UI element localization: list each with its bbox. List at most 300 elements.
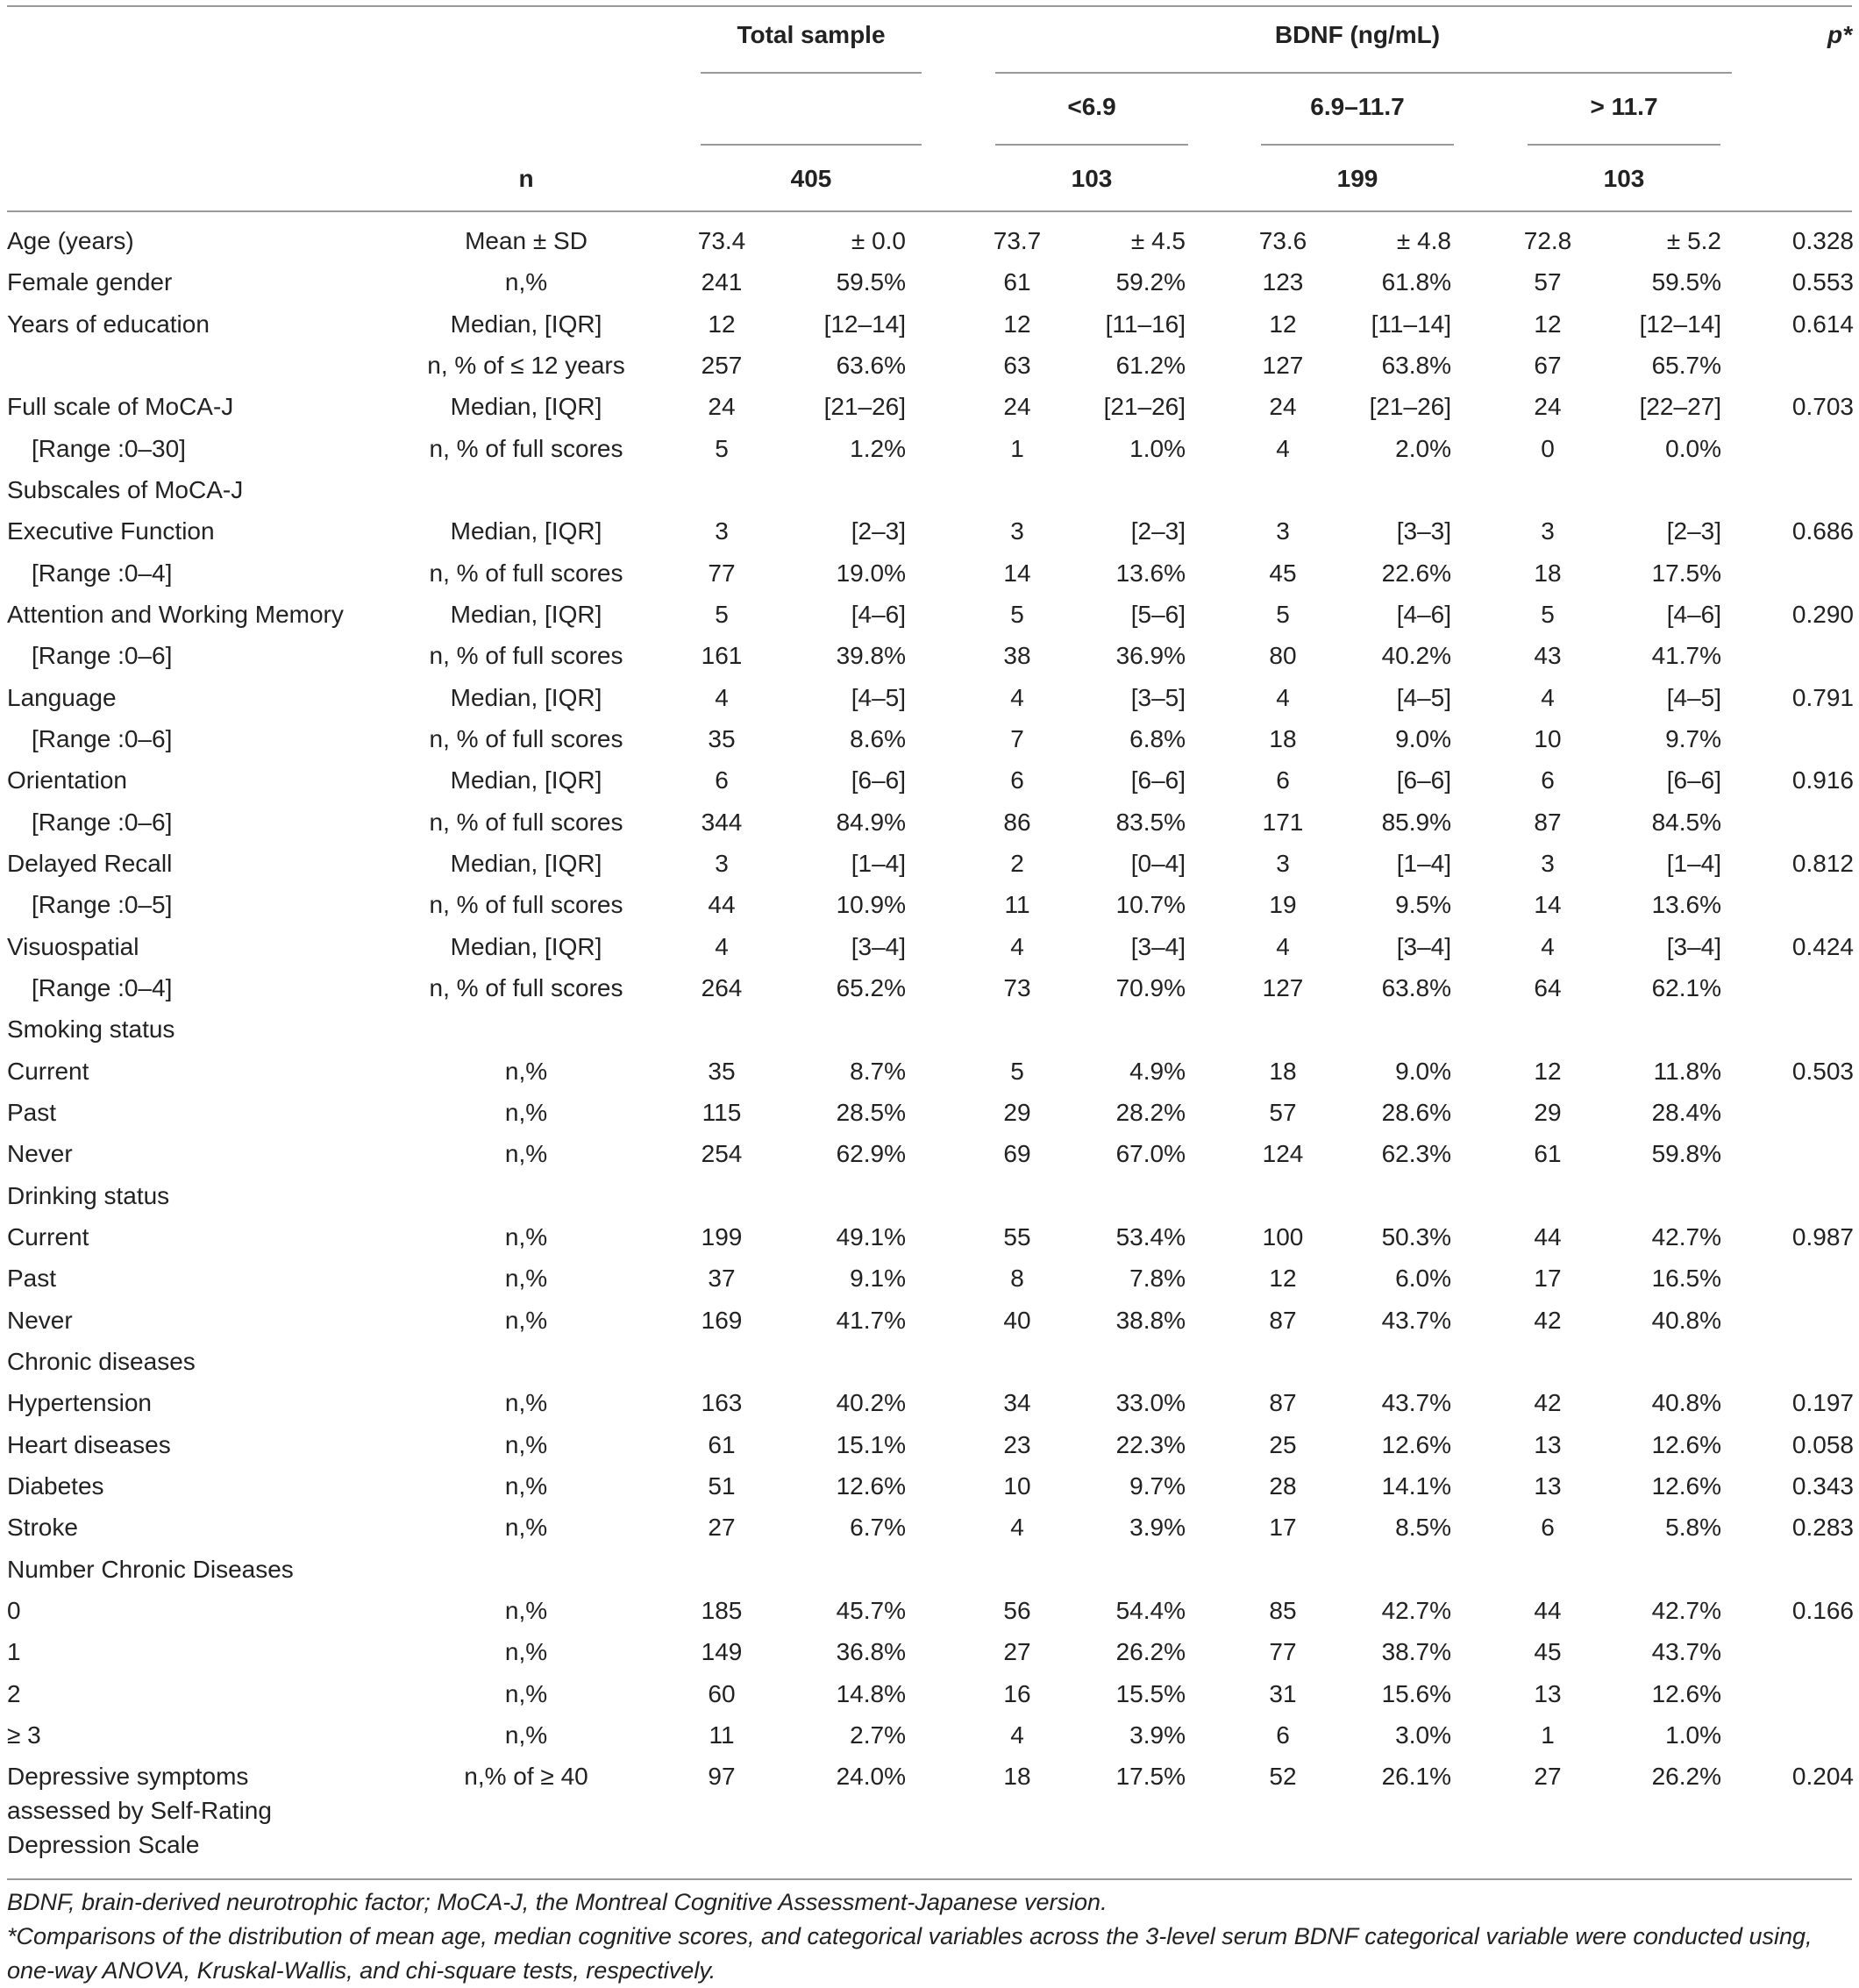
low-pct-cell: 26.2% — [1115, 1638, 1186, 1665]
row-label: Current — [7, 1058, 89, 1085]
n-total: 405 — [790, 165, 832, 192]
high-pct-cell: 59.8% — [1651, 1140, 1721, 1167]
high-pct-cell: 9.7% — [1665, 725, 1721, 752]
mid-n-cell: 127 — [1262, 974, 1304, 1001]
row-label: Visuospatial — [7, 933, 139, 960]
mid-pct-cell: 14.1% — [1381, 1472, 1451, 1500]
p-value-cell: 0.686 — [1791, 517, 1854, 545]
low-pct-cell: [6–6] — [1130, 766, 1186, 794]
row-label-line: assessed by Self-Rating — [7, 1797, 272, 1824]
low-pct-cell: 38.8% — [1115, 1307, 1186, 1334]
mid-pct-cell: ± 4.8 — [1396, 227, 1451, 254]
low-pct-cell: 59.2% — [1115, 268, 1186, 296]
high-pct-cell: 12.6% — [1651, 1680, 1721, 1707]
stat-cell: Median, [IQR] — [450, 933, 602, 960]
stat-cell: n,% — [504, 1058, 548, 1085]
low-n-cell: 16 — [1003, 1680, 1031, 1707]
high-pct-cell: 5.8% — [1665, 1514, 1721, 1541]
mid-pct-cell: 8.5% — [1395, 1514, 1451, 1541]
row-label: Hypertension — [7, 1389, 152, 1416]
total-pct-cell: 41.7% — [836, 1307, 906, 1334]
total-pct-cell: 1.2% — [850, 435, 906, 462]
low-pct-cell: 53.4% — [1115, 1223, 1186, 1251]
row-label: Heart diseases — [7, 1431, 171, 1458]
high-n-cell: 64 — [1534, 974, 1562, 1001]
row-label: Female gender — [7, 268, 173, 296]
total-pct-cell: 49.1% — [836, 1223, 906, 1251]
high-pct-cell: [6–6] — [1666, 766, 1721, 794]
low-n-cell: 4 — [1010, 1721, 1024, 1749]
mid-n-cell: 18 — [1269, 1058, 1297, 1085]
bdnf-header: BDNF (ng/mL) — [1274, 21, 1441, 48]
total-pct-cell: 45.7% — [836, 1597, 906, 1624]
mid-n-cell: 57 — [1269, 1099, 1297, 1126]
high-n-cell: 3 — [1541, 517, 1555, 545]
low-pct-cell: [3–4] — [1130, 933, 1186, 960]
stat-cell: n,% — [504, 1223, 548, 1251]
total-n-cell: 97 — [708, 1763, 736, 1790]
total-n-cell: 73.4 — [697, 227, 746, 254]
high-n-cell: 4 — [1541, 933, 1555, 960]
mid-n-cell: 6 — [1276, 766, 1290, 794]
low-pct-cell: 54.4% — [1115, 1597, 1186, 1624]
low-pct-cell: 15.5% — [1115, 1680, 1186, 1707]
high-pct-cell: 62.1% — [1651, 974, 1721, 1001]
mid-pct-cell: 6.0% — [1395, 1265, 1451, 1292]
total-pct-cell: ± 0.0 — [851, 227, 906, 254]
total-pct-cell: 14.8% — [836, 1680, 906, 1707]
high-n-cell: 0 — [1541, 435, 1555, 462]
row-label: [Range :0–30] — [32, 435, 186, 462]
low-n-cell: 29 — [1003, 1099, 1031, 1126]
low-pct-cell: 4.9% — [1129, 1058, 1186, 1085]
total-pct-cell: 10.9% — [836, 891, 906, 918]
row-label: 0 — [7, 1597, 21, 1624]
row-label: 2 — [7, 1680, 21, 1707]
total-n-cell: 163 — [701, 1389, 743, 1416]
low-n-cell: 2 — [1010, 850, 1024, 877]
row-label: Delayed Recall — [7, 850, 173, 877]
mid-n-cell: 4 — [1276, 435, 1290, 462]
low-pct-cell: 3.9% — [1129, 1721, 1186, 1749]
p-value-cell: 0.424 — [1791, 933, 1854, 960]
p-value-cell: 0.987 — [1791, 1223, 1854, 1251]
mid-n-cell: 24 — [1269, 393, 1297, 420]
mid-pct-cell: 63.8% — [1381, 352, 1451, 379]
total-n-cell: 254 — [701, 1140, 743, 1167]
total-n-cell: 3 — [715, 517, 729, 545]
row-label: [Range :0–4] — [32, 559, 173, 587]
low-pct-cell: 28.2% — [1115, 1099, 1186, 1126]
total-n-cell: 27 — [708, 1514, 736, 1541]
row-label: Diabetes — [7, 1472, 104, 1500]
mid-pct-cell: 42.7% — [1381, 1597, 1451, 1624]
high-pct-cell: 11.8% — [1653, 1058, 1721, 1085]
low-n-cell: 10 — [1003, 1472, 1031, 1500]
row-label: Current — [7, 1223, 89, 1251]
low-pct-cell: 3.9% — [1129, 1514, 1186, 1541]
row-label: [Range :0–6] — [32, 809, 173, 836]
high-pct-cell: [4–6] — [1666, 601, 1721, 628]
total-n-cell: 35 — [708, 1058, 736, 1085]
total-pct-cell: 84.9% — [836, 809, 906, 836]
p-value-cell: 0.553 — [1791, 268, 1854, 296]
stat-cell: Median, [IQR] — [450, 766, 602, 794]
mid-n-cell: 12 — [1269, 1265, 1297, 1292]
low-pct-cell: 17.5% — [1115, 1763, 1186, 1790]
group-high-header: > 11.7 — [1590, 93, 1658, 120]
n-group-high: 103 — [1603, 165, 1645, 192]
stat-cell: Median, [IQR] — [450, 517, 602, 545]
row-label: Number Chronic Diseases — [7, 1556, 294, 1583]
row-label: [Range :0–4] — [32, 974, 173, 1001]
stat-cell: Median, [IQR] — [450, 601, 602, 628]
row-label-line: Depression Scale — [7, 1831, 200, 1858]
mid-pct-cell: 22.6% — [1381, 559, 1451, 587]
low-n-cell: 34 — [1003, 1389, 1031, 1416]
low-n-cell: 63 — [1003, 352, 1031, 379]
stat-cell: Median, [IQR] — [450, 684, 602, 711]
footnote-statistics: *Comparisons of the distribution of mean age, median cognitive scores, and categorical variables across the 3-level serum BDNF categorical variable were conducted using, one-way ANOVA, Kruskal-Wallis, and chi-square tests, respectively. — [7, 1923, 1813, 1984]
high-pct-cell: 13.6% — [1651, 891, 1721, 918]
row-label: Orientation — [7, 766, 127, 794]
total-n-cell: 257 — [701, 352, 743, 379]
row-label: Never — [7, 1140, 73, 1167]
mid-n-cell: 171 — [1262, 809, 1304, 836]
stat-cell: Mean ± SD — [465, 227, 588, 254]
low-n-cell: 73.7 — [993, 227, 1042, 254]
mid-n-cell: 73.6 — [1258, 227, 1307, 254]
group-high-rule — [1528, 144, 1720, 146]
mid-pct-cell: 85.9% — [1381, 809, 1451, 836]
row-label: Past — [7, 1099, 57, 1126]
p-value-cell: 0.916 — [1791, 766, 1854, 794]
total-pct-cell: 28.5% — [836, 1099, 906, 1126]
high-n-cell: 4 — [1541, 684, 1555, 711]
mid-n-cell: 28 — [1269, 1472, 1297, 1500]
total-n-cell: 169 — [701, 1307, 743, 1334]
mid-n-cell: 31 — [1269, 1680, 1297, 1707]
total-n-cell: 185 — [701, 1597, 743, 1624]
low-pct-cell: 33.0% — [1115, 1389, 1186, 1416]
mid-pct-cell: 12.6% — [1381, 1431, 1451, 1458]
low-n-cell: 69 — [1003, 1140, 1031, 1167]
row-label: Executive Function — [7, 517, 215, 545]
low-n-cell: 4 — [1010, 1514, 1024, 1541]
low-n-cell: 55 — [1003, 1223, 1031, 1251]
mid-n-cell: 45 — [1269, 559, 1297, 587]
footnote-abbreviations: BDNF, brain-derived neurotrophic factor; MoCA-J, the Montreal Cognitive Assessment-Japanese version. — [7, 1889, 1108, 1915]
total-pct-cell: 8.7% — [850, 1058, 906, 1085]
mid-pct-cell: [21–26] — [1369, 393, 1451, 420]
stat-cell: n, % of ≤ 12 years — [427, 352, 625, 379]
high-n-cell: 5 — [1541, 601, 1555, 628]
mid-pct-cell: 2.0% — [1395, 435, 1451, 462]
high-n-cell: 13 — [1534, 1472, 1562, 1500]
total-pct-cell: [4–5] — [851, 684, 906, 711]
high-pct-cell: 41.7% — [1651, 642, 1721, 669]
low-n-cell: 3 — [1010, 517, 1024, 545]
stat-cell: n,% — [504, 1099, 548, 1126]
low-n-cell: 11 — [1004, 891, 1030, 918]
mid-pct-cell: [4–5] — [1396, 684, 1451, 711]
mid-n-cell: 25 — [1269, 1431, 1297, 1458]
low-n-cell: 61 — [1003, 268, 1031, 296]
row-label: Attention and Working Memory — [7, 601, 344, 628]
stat-cell: n,% — [504, 1431, 548, 1458]
row-label: Full scale of MoCA-J — [7, 393, 234, 420]
total-pct-cell: [21–26] — [823, 393, 906, 420]
high-pct-cell: 12.6% — [1651, 1431, 1721, 1458]
stat-cell: n,% — [504, 1389, 548, 1416]
total-pct-cell: 15.1% — [836, 1431, 906, 1458]
high-n-cell: 18 — [1534, 559, 1562, 587]
mid-n-cell: 19 — [1269, 891, 1297, 918]
low-pct-cell: 13.6% — [1115, 559, 1186, 587]
high-pct-cell: 26.2% — [1651, 1763, 1721, 1790]
stat-cell: n,% of ≥ 40 — [464, 1763, 588, 1790]
header-bottom-rule — [7, 210, 1852, 212]
bdnf-rule — [995, 72, 1732, 74]
stat-cell: n,% — [504, 1472, 548, 1500]
low-n-cell: 4 — [1010, 684, 1024, 711]
row-label: Smoking status — [7, 1015, 175, 1043]
stat-cell: Median, [IQR] — [450, 850, 602, 877]
p-value-cell: 0.503 — [1791, 1058, 1854, 1085]
total-n-cell: 44 — [708, 891, 736, 918]
high-n-cell: 87 — [1534, 809, 1562, 836]
p-value-cell: 0.328 — [1791, 227, 1854, 254]
total-n-cell: 241 — [701, 268, 743, 296]
p-value-cell: 0.058 — [1791, 1431, 1854, 1458]
mid-n-cell: 127 — [1262, 352, 1304, 379]
low-pct-cell: 67.0% — [1115, 1140, 1186, 1167]
p-value-cell: 0.791 — [1791, 684, 1854, 711]
high-n-cell: 6 — [1541, 766, 1555, 794]
high-n-cell: 42 — [1534, 1307, 1562, 1334]
mid-n-cell: 12 — [1269, 310, 1297, 338]
low-pct-cell: 61.2% — [1115, 352, 1186, 379]
total-pct-cell: 12.6% — [836, 1472, 906, 1500]
high-pct-cell: 16.5% — [1651, 1265, 1721, 1292]
row-label: Past — [7, 1265, 57, 1292]
total-n-cell: 4 — [715, 933, 729, 960]
total-n-cell: 61 — [708, 1431, 736, 1458]
low-n-cell: 14 — [1003, 559, 1031, 587]
total-n-cell: 11 — [709, 1721, 735, 1749]
row-label: ≥ 3 — [7, 1721, 41, 1749]
p-value-cell: 0.197 — [1791, 1389, 1854, 1416]
stat-cell: n, % of full scores — [429, 809, 623, 836]
high-n-cell: 17 — [1534, 1265, 1562, 1292]
low-pct-cell: 70.9% — [1115, 974, 1186, 1001]
total-group-rule — [701, 144, 922, 146]
p-value-cell: 0.283 — [1791, 1514, 1854, 1541]
p-value-cell: 0.703 — [1791, 393, 1854, 420]
stat-cell: n, % of full scores — [429, 974, 623, 1001]
total-n-cell: 24 — [708, 393, 736, 420]
total-n-cell: 60 — [708, 1680, 736, 1707]
high-pct-cell: 40.8% — [1651, 1389, 1721, 1416]
total-pct-cell: 24.0% — [836, 1763, 906, 1790]
total-n-cell: 35 — [708, 725, 736, 752]
high-n-cell: 42 — [1534, 1389, 1562, 1416]
row-label: Subscales of MoCA-J — [7, 476, 244, 503]
p-value-cell: 0.343 — [1791, 1472, 1854, 1500]
high-pct-cell: 0.0% — [1665, 435, 1721, 462]
low-pct-cell: 83.5% — [1115, 809, 1186, 836]
total-pct-cell: 65.2% — [836, 974, 906, 1001]
low-n-cell: 86 — [1003, 809, 1031, 836]
total-n-cell: 115 — [702, 1099, 742, 1126]
high-n-cell: 13 — [1534, 1680, 1562, 1707]
high-pct-cell: 42.7% — [1651, 1597, 1721, 1624]
total-pct-cell: [4–6] — [851, 601, 906, 628]
mid-pct-cell: 9.0% — [1395, 725, 1451, 752]
total-n-cell: 77 — [708, 559, 736, 587]
low-pct-cell: 9.7% — [1129, 1472, 1186, 1500]
mid-n-cell: 85 — [1269, 1597, 1297, 1624]
mid-n-cell: 77 — [1269, 1638, 1297, 1665]
mid-n-cell: 17 — [1269, 1514, 1297, 1541]
n-label: n — [518, 165, 534, 192]
total-pct-cell: [2–3] — [851, 517, 906, 545]
low-pct-cell: 10.7% — [1115, 891, 1186, 918]
high-n-cell: 3 — [1541, 850, 1555, 877]
mid-pct-cell: 26.1% — [1381, 1763, 1451, 1790]
low-pct-cell: [5–6] — [1130, 601, 1186, 628]
n-group-low: 103 — [1071, 165, 1113, 192]
mid-n-cell: 87 — [1269, 1307, 1297, 1334]
stat-cell: n,% — [504, 1597, 548, 1624]
mid-n-cell: 6 — [1276, 1721, 1290, 1749]
mid-n-cell: 18 — [1269, 725, 1297, 752]
group-mid-rule — [1261, 144, 1454, 146]
row-label: [Range :0–6] — [32, 642, 173, 669]
low-pct-cell: [21–26] — [1103, 393, 1186, 420]
p-value-cell: 0.290 — [1791, 601, 1854, 628]
low-n-cell: 23 — [1003, 1431, 1031, 1458]
row-label: [Range :0–6] — [32, 725, 173, 752]
total-pct-cell: [3–4] — [851, 933, 906, 960]
mid-pct-cell: [6–6] — [1396, 766, 1451, 794]
low-n-cell: 8 — [1010, 1265, 1024, 1292]
row-label: Language — [7, 684, 117, 711]
mid-pct-cell: [3–3] — [1396, 517, 1451, 545]
high-n-cell: 43 — [1534, 642, 1562, 669]
low-n-cell: 5 — [1010, 1058, 1024, 1085]
high-n-cell: 29 — [1534, 1099, 1562, 1126]
stat-cell: n, % of full scores — [429, 435, 623, 462]
mid-pct-cell: 15.6% — [1381, 1680, 1451, 1707]
total-pct-cell: 9.1% — [850, 1265, 906, 1292]
low-n-cell: 40 — [1003, 1307, 1031, 1334]
mid-pct-cell: [1–4] — [1396, 850, 1451, 877]
total-pct-cell: [12–14] — [823, 310, 906, 338]
low-n-cell: 18 — [1003, 1763, 1031, 1790]
low-pct-cell: 36.9% — [1115, 642, 1186, 669]
low-n-cell: 7 — [1010, 725, 1024, 752]
high-n-cell: 14 — [1534, 891, 1562, 918]
high-pct-cell: ± 5.2 — [1666, 227, 1721, 254]
total-n-cell: 5 — [715, 601, 729, 628]
total-pct-cell: 62.9% — [836, 1140, 906, 1167]
total-n-cell: 344 — [701, 809, 743, 836]
stat-cell: n, % of full scores — [429, 725, 623, 752]
row-label: 1 — [7, 1638, 21, 1665]
mid-pct-cell: 38.7% — [1381, 1638, 1451, 1665]
stat-cell: n, % of full scores — [429, 891, 623, 918]
stat-cell: n,% — [504, 1680, 548, 1707]
mid-n-cell: 52 — [1269, 1763, 1297, 1790]
top-rule — [7, 5, 1852, 7]
stat-cell: Median, [IQR] — [450, 310, 602, 338]
high-pct-cell: 43.7% — [1651, 1638, 1721, 1665]
total-n-cell: 37 — [708, 1265, 736, 1292]
high-pct-cell: [3–4] — [1666, 933, 1721, 960]
low-pct-cell: 22.3% — [1115, 1431, 1186, 1458]
mid-pct-cell: 9.0% — [1395, 1058, 1451, 1085]
total-n-cell: 264 — [701, 974, 743, 1001]
mid-n-cell: 4 — [1276, 933, 1290, 960]
low-n-cell: 12 — [1003, 310, 1031, 338]
mid-n-cell: 5 — [1276, 601, 1290, 628]
group-low-rule — [995, 144, 1188, 146]
mid-pct-cell: 63.8% — [1381, 974, 1451, 1001]
mid-pct-cell: 43.7% — [1381, 1307, 1451, 1334]
total-n-cell: 199 — [701, 1223, 743, 1251]
row-label: Stroke — [7, 1514, 78, 1541]
footnote-rule — [7, 1878, 1852, 1880]
low-n-cell: 1 — [1010, 435, 1024, 462]
mid-pct-cell: 9.5% — [1395, 891, 1451, 918]
mid-pct-cell: 50.3% — [1381, 1223, 1451, 1251]
total-n-cell: 51 — [708, 1472, 736, 1500]
row-label: Never — [7, 1307, 73, 1334]
total-pct-cell: 39.8% — [836, 642, 906, 669]
high-n-cell: 61 — [1534, 1140, 1562, 1167]
low-pct-cell: 1.0% — [1129, 435, 1186, 462]
mid-n-cell: 4 — [1276, 684, 1290, 711]
high-pct-cell: [2–3] — [1666, 517, 1721, 545]
mid-pct-cell: [11–14] — [1371, 310, 1451, 338]
total-n-cell: 6 — [715, 766, 729, 794]
low-pct-cell: [11–16] — [1105, 310, 1186, 338]
high-pct-cell: 17.5% — [1651, 559, 1721, 587]
high-pct-cell: 42.7% — [1651, 1223, 1721, 1251]
mid-n-cell: 80 — [1269, 642, 1297, 669]
total-sample-header: Total sample — [737, 21, 886, 48]
mid-n-cell: 3 — [1276, 850, 1290, 877]
low-pct-cell: ± 4.5 — [1130, 227, 1186, 254]
low-n-cell: 56 — [1003, 1597, 1031, 1624]
total-pct-cell: 6.7% — [850, 1514, 906, 1541]
mid-pct-cell: 3.0% — [1395, 1721, 1451, 1749]
mid-pct-cell: [3–4] — [1396, 933, 1451, 960]
low-n-cell: 4 — [1010, 933, 1024, 960]
mid-pct-cell: 61.8% — [1381, 268, 1451, 296]
high-n-cell: 57 — [1534, 268, 1562, 296]
total-n-cell: 12 — [708, 310, 736, 338]
low-pct-cell: [3–5] — [1130, 684, 1186, 711]
high-n-cell: 45 — [1534, 1638, 1562, 1665]
high-pct-cell: [1–4] — [1666, 850, 1721, 877]
total-pct-cell: 2.7% — [850, 1721, 906, 1749]
n-group-mid: 199 — [1336, 165, 1378, 192]
stat-cell: n,% — [504, 1140, 548, 1167]
stat-cell: n,% — [504, 1307, 548, 1334]
low-pct-cell: 7.8% — [1129, 1265, 1186, 1292]
